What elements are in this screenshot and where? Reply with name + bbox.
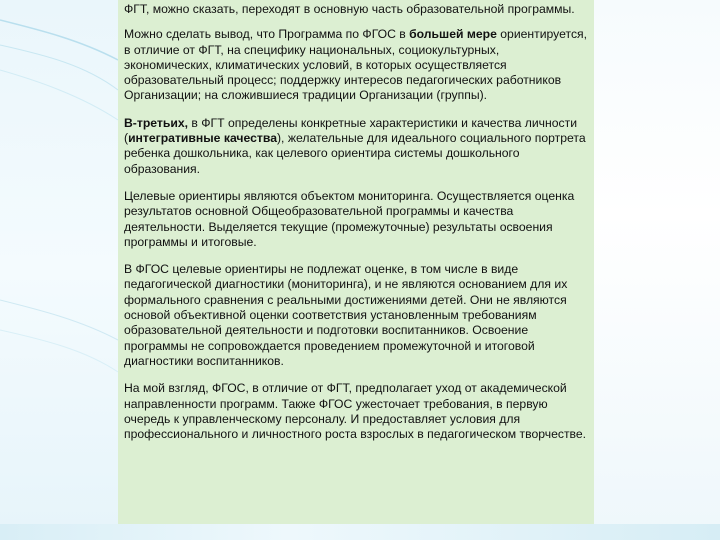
bottom-decorative-strip [0, 524, 720, 540]
paragraph-text: ФГТ, можно сказать, переходят в основную часть образовательной программы. [124, 2, 575, 16]
decorative-swoosh-lines [0, 0, 118, 540]
paragraph-6 [124, 381, 590, 442]
paragraph-1 [124, 2, 590, 17]
paragraph-5 [124, 262, 590, 369]
paragraph-3 [124, 116, 590, 177]
slide-text-block [118, 0, 594, 524]
paragraph-text: в ФГТ определены конкретные характеристики и качества личности ( [124, 115, 578, 146]
right-margin-panel [594, 0, 720, 540]
paragraph-text: ), желательные для идеального социального портрета ребенка дошкольника, как целевого ориентира системы дошкольного образования. [124, 131, 586, 176]
paragraph-2 [124, 27, 590, 103]
bold-text: большей мере [409, 27, 497, 42]
bold-text: В-третьих, [124, 115, 189, 130]
paragraph-text: Можно сделать вывод, что Программа по ФГОС в [124, 27, 410, 42]
paragraph-text: Целевые ориентиры являются объектом мониторинга. Осуществляется оценка результатов основной Общеобразовательной программы и качества деятельности. Выделяется текущие (промежуточные) результаты освоения программы и итоговые. [124, 188, 575, 249]
paragraph-text: На мой взгляд, ФГОС, в отличие от ФГТ, предполагает уход от академической направленности программ. Также ФГОС ужесточает требования, в первую очередь к управленческому персоналу. И предоставляет условия для профессионального и личностного роста взрослых в педагогическом творчестве. [124, 381, 587, 442]
paragraph-4 [124, 189, 590, 250]
paragraph-text: В ФГОС целевые ориентиры не подлежат оценке, в том числе в виде педагогической диагностики (мониторинга), и не являются основанием для их формального сравнения с реальными достижениями детей. Они не являются основой объективной оценки соответствия установленным требованиям образовательной деятельности и подготовки воспитанников. Освоение программы не сопровождается проведением промежуточной и итоговой диагностики воспитанников. [124, 262, 568, 368]
paragraph-text: ориентируется, в отличие от ФГТ, на специфику национальных, социокультурных, экономических, климатических условий, в которых осуществляется образовательный процесс; поддержку интересов педагогических работников Организации; на сложившиеся традиции Организации (группы). [124, 27, 588, 103]
bold-text: интегративные качества [128, 131, 277, 146]
